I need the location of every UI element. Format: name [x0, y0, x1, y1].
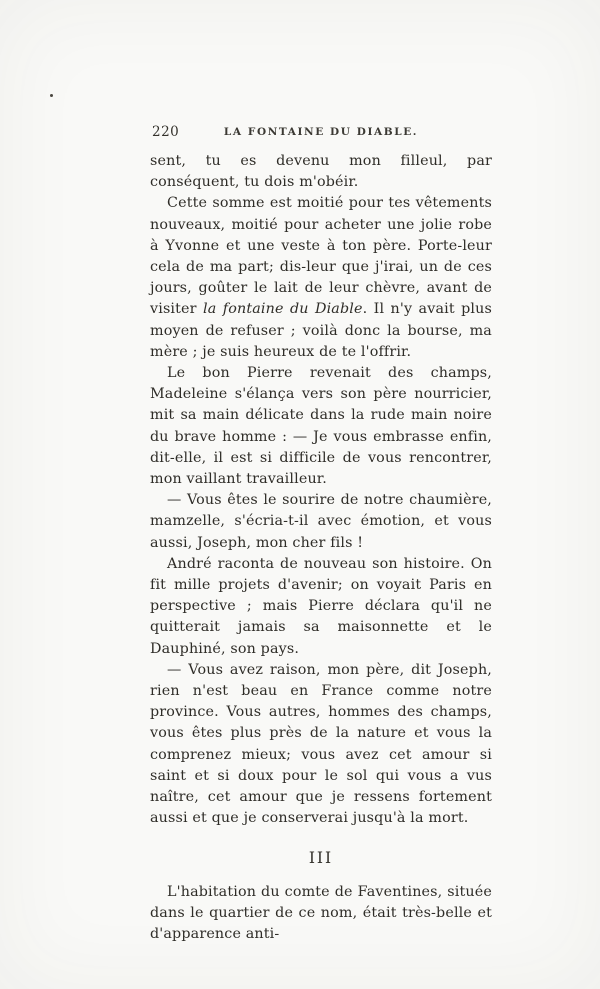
paragraph [150, 151, 492, 193]
text-run: — Vous êtes le sourire de notre chaumière, mamzelle, s'écria-t-il avec émotion, et vous aussi, Joseph, mon cher fils ! [150, 492, 492, 551]
text-run: Cette somme est moitié pour tes vêtements nouveaux, moitié pour acheter une jolie robe à Yvonne et une veste à ton père. Porte-leur cela de ma part; dis-leur que j'irai, un de ces jours, goûter le lait de leur chèvre, avant de visiter [150, 195, 492, 318]
text-run: . Il n'y avait plus moyen de refuser ; voilà donc la bourse, ma mère ; je suis heureux de te l'offrir. [150, 301, 492, 360]
italic-text-run: la fontaine du Diable [203, 301, 363, 318]
paragraph [150, 882, 492, 946]
paragraph [150, 660, 492, 830]
text-run: Le bon Pierre revenait des champs, Madeleine s'élança vers son père nourricier, mit sa main délicate dans la rude main noire du brave homme : — Je vous embrasse enfin, dit-elle, il est si difficile de vous rencontrer, mon vaillant travailleur. [150, 365, 492, 488]
text-run: III [308, 848, 334, 867]
paragraph [150, 193, 492, 363]
ink-speck [50, 94, 53, 97]
paragraph [150, 490, 492, 554]
text-run: sent, tu es devenu mon filleul, par conséquent, tu dois m'obéir. [150, 153, 492, 191]
text-run: André raconta de nouveau son histoire. On fit mille projets d'avenir; on voyait Paris en perspective ; mais Pierre déclara qu'il ne quitterait jamais sa maisonnette et le Dauphiné, son pays. [150, 555, 492, 657]
text-run: — Vous avez raison, mon père, dit Joseph, rien n'est beau en France comme notre province. Vous autres, hommes des champs, vous êtes plus près de la nature et vous la comprenez mieux; vous avez cet amour si saint et si doux pour le sol qui vous a vus naître, cet amour que je ressens fortement aussi et que je conserverai jusqu'à la mort. [150, 661, 492, 827]
paragraph [150, 554, 492, 660]
page-number: 220 [152, 124, 180, 140]
text-run: L'habitation du comte de Faventines, située dans le quartier de ce nom, était très-belle et d'apparence anti- [150, 883, 492, 943]
running-title: LA FONTAINE DU DIABLE. [223, 126, 419, 138]
page-header [150, 124, 492, 142]
text-block [150, 151, 492, 945]
chapter-heading [150, 848, 492, 869]
paragraph [150, 363, 492, 490]
